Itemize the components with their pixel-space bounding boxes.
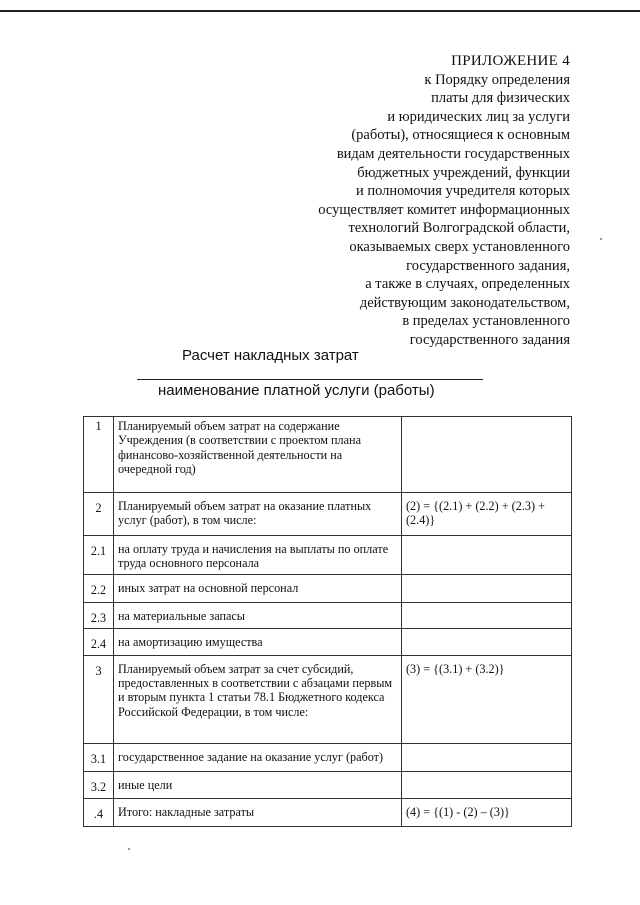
- row-number: 2.4: [84, 629, 114, 655]
- appendix-line: и полномочия учредителя которых: [355, 183, 570, 200]
- table-row: [84, 743, 572, 771]
- overhead-cost-table: [83, 416, 572, 827]
- appendix-line: к Порядку определения: [424, 71, 570, 88]
- appendix-line: технологий Волгоградской области,: [348, 220, 570, 237]
- row-formula: [402, 743, 572, 771]
- row-number: .4: [84, 798, 114, 826]
- service-name-caption: наименование платной услуги (работы): [158, 382, 435, 399]
- table-row: [84, 602, 572, 628]
- row-number: 3: [84, 655, 114, 743]
- row-description: на амортизацию имущества: [114, 629, 402, 655]
- row-number: 2.1: [84, 536, 114, 575]
- row-description: Планируемый объем затрат на оказание платных услуг (работ), в том числе:: [114, 493, 402, 536]
- appendix-line: платы для физических: [431, 90, 570, 107]
- appendix-line: (работы), относящиеся к основным: [351, 127, 570, 144]
- row-description: Планируемый объем затрат за счет субсидий, предоставленных в соответствии с абзацами первым и вторым пункта 1 статьи 78.1 Бюджетного кодекса Российской Федерации, в том числе:: [114, 655, 402, 743]
- appendix-line: в пределах установленного: [402, 313, 570, 330]
- appendix-header: [240, 52, 570, 350]
- scan-top-border: [0, 10, 640, 12]
- service-name-blank-line: [137, 379, 483, 380]
- row-formula: [402, 771, 572, 798]
- table-row: [84, 771, 572, 798]
- table-row: [84, 655, 572, 743]
- table-row: [84, 574, 572, 602]
- scan-speck: [600, 238, 602, 240]
- appendix-line: оказываемых сверх установленного: [349, 238, 570, 255]
- row-formula: (4) = {(1) - (2) – (3)}: [402, 798, 572, 826]
- row-formula: (2) = {(2.1) + (2.2) + (2.3) + (2.4)}: [402, 493, 572, 536]
- row-number: 3.2: [84, 771, 114, 798]
- table-row: [84, 629, 572, 655]
- appendix-title: ПРИЛОЖЕНИЕ 4: [451, 53, 570, 69]
- row-formula: [402, 417, 572, 493]
- row-formula: (3) = {(3.1) + (3.2)}: [402, 655, 572, 743]
- row-formula: [402, 629, 572, 655]
- appendix-line: видам деятельности государственных: [336, 145, 570, 162]
- row-description: иных затрат на основной персонал: [114, 574, 402, 602]
- table-row: [84, 536, 572, 575]
- row-number: 2: [84, 493, 114, 536]
- table-row: [84, 493, 572, 536]
- table-row: [84, 798, 572, 826]
- row-description: на материальные запасы: [114, 602, 402, 628]
- row-description: иные цели: [114, 771, 402, 798]
- appendix-line: государственного задания,: [406, 257, 570, 274]
- row-description: Планируемый объем затрат на содержание Учреждения (в соответствии с проектом плана финансово-хозяйственной деятельности на очередной год): [114, 417, 402, 493]
- row-formula: [402, 602, 572, 628]
- row-description: Итого: накладные затраты: [114, 798, 402, 826]
- table-row: [84, 417, 572, 493]
- appendix-line: осуществляет комитет информационных: [318, 201, 570, 218]
- row-number: 2.2: [84, 574, 114, 602]
- appendix-line: действующим законодательством,: [359, 294, 570, 311]
- row-description: государственное задание на оказание услуг (работ): [114, 743, 402, 771]
- row-number: 3.1: [84, 743, 114, 771]
- appendix-line: а также в случаях, определенных: [365, 276, 570, 293]
- appendix-line: бюджетных учреждений, функции: [357, 164, 570, 181]
- row-number: 2.3: [84, 602, 114, 628]
- appendix-line: и юридических лиц за услуги: [387, 108, 570, 125]
- row-description: на оплату труда и начисления на выплаты по оплате труда основного персонала: [114, 536, 402, 575]
- row-formula: [402, 574, 572, 602]
- row-formula: [402, 536, 572, 575]
- appendix-line: государственного задания: [409, 331, 570, 348]
- scan-speck: [128, 848, 130, 850]
- row-number: 1: [84, 417, 114, 493]
- calculation-title: Расчет накладных затрат: [182, 347, 359, 364]
